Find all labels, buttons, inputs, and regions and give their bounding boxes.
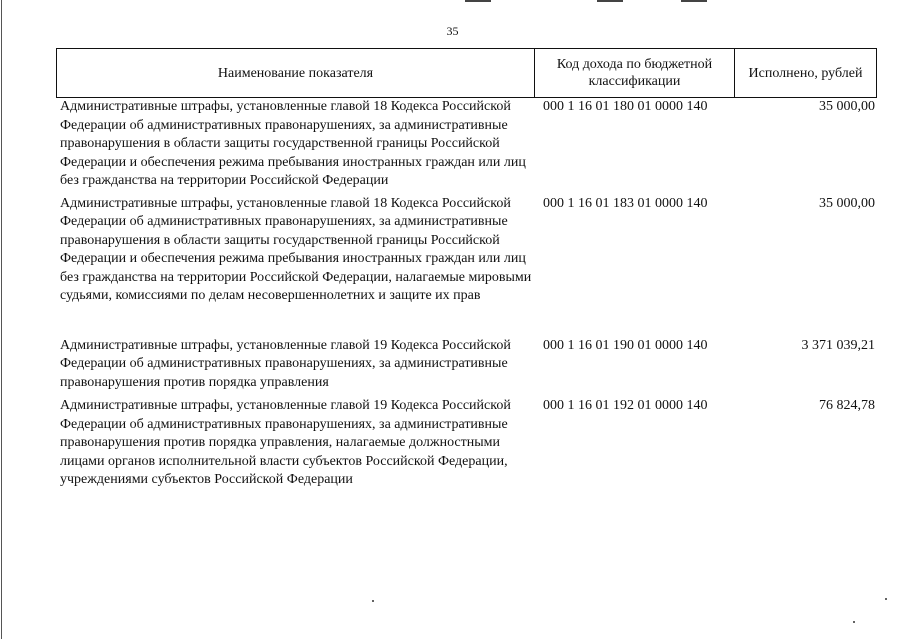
scan-mark	[465, 0, 491, 2]
executed-amount: 35 000,00	[819, 99, 875, 114]
table-row	[57, 98, 878, 191]
page-number: 35	[446, 24, 459, 38]
scan-speck	[853, 621, 855, 623]
table-body	[57, 97, 878, 490]
executed-amount: 35 000,00	[819, 195, 875, 211]
budget-code: 000 1 16 01 190 01 0000 140	[543, 337, 708, 353]
table-row	[57, 195, 878, 306]
column-header-name: Наименование показателя	[57, 49, 535, 97]
table-row	[57, 337, 878, 393]
indicator-name: Административные штрафы, установленные главой 18 Кодекса Российской Федерации об административных правонарушениях, за административные правонарушения в области защиты государственной границы Российской Федерации и обеспечения режима пребывания иностранных граждан или лиц без гражданства на территории Российской Федерации	[60, 99, 526, 188]
indicator-name: Административные штрафы, установленные главой 19 Кодекса Российской Федерации об административных правонарушениях, за административные правонарушения против порядка управления, налагаемые должностными лицами органов исполнительной власти субъектов Российской Федерации, учреждениями субъектов Российской Федерации	[60, 398, 511, 487]
budget-code: 000 1 16 01 183 01 0000 140	[543, 195, 708, 211]
table-row	[57, 397, 878, 490]
budget-code: 000 1 16 01 192 01 0000 140	[543, 398, 708, 413]
scan-edge-line	[1, 0, 2, 639]
scan-mark	[681, 0, 707, 2]
scan-speck	[372, 600, 374, 602]
column-header-code: Код дохода по бюджетной классификации	[535, 49, 735, 97]
indicator-name: Административные штрафы, установленные главой 18 Кодекса Российской Федерации об административных правонарушениях, за административные правонарушения в области защиты государственной границы Российской Федерации и обеспечения режима пребывания иностранных граждан или лиц без гражданства на территории Российской Федерации, налагаемые мировыми судьями, комиссиями по делам несовершеннолетних и защите их прав	[60, 195, 532, 303]
executed-amount: 76 824,78	[819, 398, 875, 413]
column-header-executed: Исполнено, рублей	[748, 65, 863, 81]
table-header	[56, 48, 877, 98]
indicator-name: Административные штрафы, установленные главой 19 Кодекса Российской Федерации об административных правонарушениях, за административные правонарушения против порядка управления	[60, 337, 511, 390]
executed-amount: 3 371 039,21	[801, 337, 875, 353]
budget-code: 000 1 16 01 180 01 0000 140	[543, 99, 708, 114]
scan-speck	[885, 598, 887, 600]
scan-mark	[597, 0, 623, 2]
